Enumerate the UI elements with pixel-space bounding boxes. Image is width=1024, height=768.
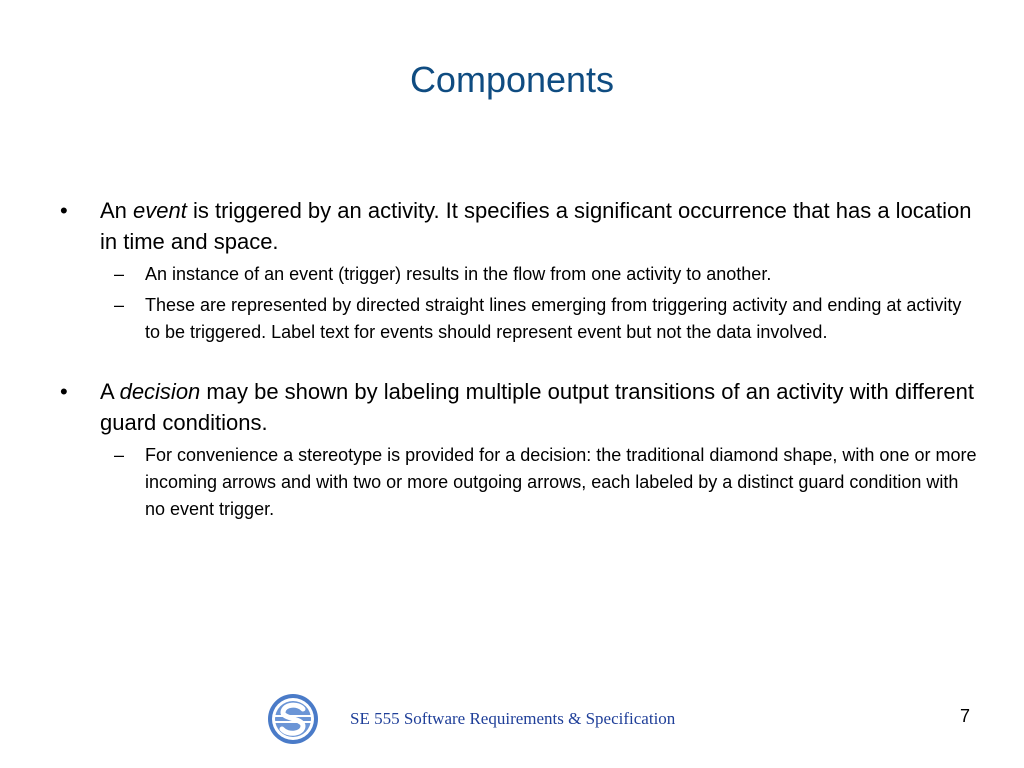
slide-content [60,195,980,523]
slide-title: Components [409,59,615,100]
bullet-emphasis: decision [119,379,201,404]
sub-bullet-marker: – [114,445,125,465]
bullet-text: is triggered by an activity. It specifies a significant occurrence that has a location in time and space. [100,198,972,254]
bullet-marker: • [60,379,68,404]
sub-bullet-marker: – [114,264,125,284]
bullet-marker: • [60,198,68,223]
course-logo-icon [266,692,320,746]
sub-bullet [60,292,980,346]
bullet-text: may be shown by labeling multiple output transitions of an activity with different guard conditions. [100,379,974,435]
sub-bullet [60,442,980,523]
footer-course-title: SE 555 Software Requirements & Specification [350,709,676,728]
sub-bullet-text: For convenience a stereotype is provided for a decision: the traditional diamond shape, with one or more incoming arrows and with two or more outgoing arrows, each labeled by a distinct guard condition with no event trigger. [145,445,977,519]
sub-bullet-marker: – [114,295,125,315]
bullet-prefix: An [100,198,134,223]
sub-bullet [60,261,980,288]
page-number: 7 [959,706,970,726]
bullet-event [60,195,980,257]
bullet-emphasis: event [133,198,187,223]
bullet-decision [60,376,980,438]
sub-bullet-text: These are represented by directed straight lines emerging from triggering activity and ending at activity to be triggered. Label text for events should represent event but not the data involved. [145,295,962,342]
sub-bullet-text: An instance of an event (trigger) results in the flow from one activity to another. [145,264,772,284]
bullet-prefix: A [100,379,120,404]
